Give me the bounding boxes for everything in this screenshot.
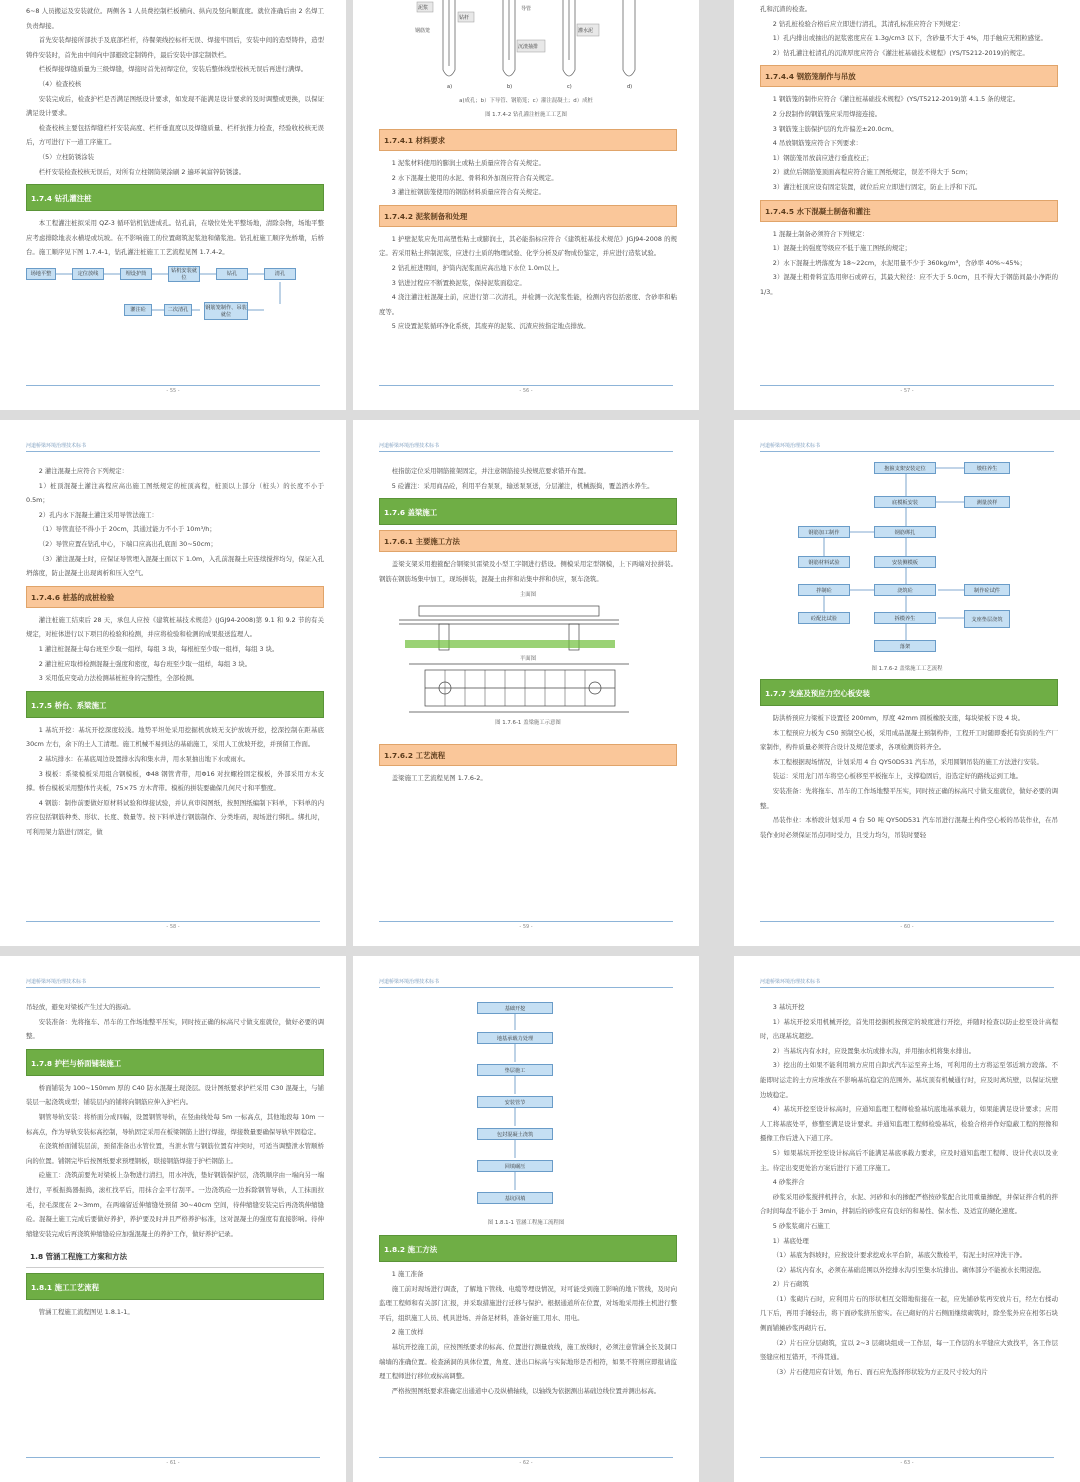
document-page <box>0 956 346 1482</box>
paragraph: 安装准备：先将拖车、吊车的工作场地整平压实，同时按正确的标高尺寸做支座就位，做好必要的调整。 <box>760 786 1058 810</box>
flow-step: 钻机安装就位 <box>168 266 200 282</box>
paragraph: 1）混凝土的强度等级应不低于施工图纸的规定； <box>772 244 912 253</box>
flow-step: 测量放样 <box>964 496 1010 508</box>
page-number: - 63 - <box>760 1457 1054 1466</box>
flow-step: 浇筑砼 <box>874 584 936 596</box>
figure-label: b) <box>507 84 513 90</box>
paragraph: 2）片石砌筑 <box>772 1280 809 1289</box>
page-header: 河道桥梁环境治理技术标书 <box>379 978 673 988</box>
flow-step: 墩柱养生 <box>964 462 1010 474</box>
paragraph: （2）基坑内有水，必须在基础范围以外挖排水沟引至集水坑排出。砌体部分不能被水长期浸泡。 <box>772 1265 1046 1274</box>
paragraph: 防洪桥预应力梁板下设置径 200mm，厚度 42mm 圆板橡胶支座，每块梁板下设 4 块。 <box>772 714 1024 722</box>
paragraph: 2）水下混凝土坍落度为 18~22cm，水泥用量不少于 360kg/m³，含砂率 40%~45%； <box>772 258 1026 267</box>
page-header: 河道桥梁环境治理技术标书 <box>760 978 1054 988</box>
paragraph: 桥面铺装为 100~150mm 厚的 C40 防水混凝土现浇层。设计图纸要求护栏采用 C30 混凝土，与铺装层一起浇筑成型；铺装层内的铺将向钢筋应伸入护栏内。 <box>26 1083 324 1107</box>
section-heading: 1.8.2 施工方法 <box>379 1235 677 1262</box>
paragraph: 灌注桩施工结束后 28 天，承包人应按《建筑桩基技术规范》(JGJ94-2008)第 9.1 和 9.2 节的有关规定，对桩体进行以下项目的检验和检测，并应将检验和检测的成果报送监理人。 <box>26 615 324 639</box>
paragraph: 柱指筋定位采用钢筋箍架固定，并注意钢筋接头按规范要求错开布置。 <box>391 467 590 475</box>
paragraph: （2）片石应分层砌筑，宜以 2~3 层砌块组成一工作层，每一工作层的水平缝应大致找平，各工作层竖缝应相互错开，不得贯通。 <box>760 1338 1058 1362</box>
paragraph: 3）灌注桩顶应设有固定装置，就位后应立即进行固定，防止上浮和下沉。 <box>772 182 982 191</box>
flow-step: 安装管节 <box>477 1096 553 1108</box>
paragraph: 2）孔内水下混凝土灌注采用导管法施工： <box>38 510 158 519</box>
flow-step: 钢筋加工制作 <box>798 526 850 538</box>
figure-label: 钢筋笼 <box>415 28 431 34</box>
paragraph: 2）就位后钢筋笼顶面高程应符合施工图纸规定，误差不得大于 5cm； <box>772 168 972 177</box>
paragraph: 基坑开挖施工前，应按图纸要求的标高、位置进行测量放线，施工放线时，必须注意管涵全长及洞口端墙的准确位置。检查涵洞的具体位置，角度、进出口标高与实际地形是否相符，如果不符则应即报请监理工程师进行移位或标高调整。 <box>379 1342 677 1381</box>
paragraph: 装运：采用龙门吊车将空心板移至平板拖车上，支撑稳固后，沿选定好的路线运到工地。 <box>772 772 1023 781</box>
paragraph: 施工前对现场进行调查，了解地下管线、电缆等埋设情况，对可能受到施工影响的地下管线，及时向监理工程师和有关部门汇报，并采取措施进行迁移与保护。根据通道所在位置，对场地采用推土机进行整平后，组织施工人员、机具进场、并备足材料，准备好施工用水、用电。 <box>379 1284 677 1322</box>
figure-label: 沉渣抽排 <box>518 44 539 50</box>
page-header: 河道桥梁环境治理技术标书 <box>379 442 673 452</box>
section-heading: 1.7.6.2 工艺流程 <box>379 744 677 766</box>
section-heading: 1.7.4.5 水下混凝土制备和灌注 <box>760 200 1058 222</box>
section-heading: 1.7.4.4 钢筋笼制作与吊放 <box>760 65 1058 87</box>
flow-step: 垫层施工 <box>477 1064 553 1076</box>
flow-step: 清孔 <box>264 268 296 280</box>
document-page <box>734 956 1080 1482</box>
paragraph: 栏杆安装检查校核无误后，对所有立柱钢筒架涂刷 2 遍环氧富锌防锈漆。 <box>38 167 246 176</box>
document-page <box>0 420 346 946</box>
flowchart <box>26 266 324 326</box>
paragraph: 2 钻孔桩检验合格后应立即进行清孔，其清孔标准应符合下列规定： <box>772 19 965 28</box>
flow-step: 安装侧模板 <box>874 556 936 568</box>
flow-step: 拆模养生 <box>874 612 936 624</box>
section-heading: 1.7.4.1 材料要求 <box>379 129 677 151</box>
paragraph: 5 砂浆浆砌片石施工 <box>772 1221 831 1230</box>
flow-step: 拌制砼 <box>798 584 850 596</box>
document-page <box>0 0 346 410</box>
page-number: - 59 - <box>379 921 673 930</box>
figure-label: a) <box>447 84 453 90</box>
section-heading: 1.7.4 钻孔灌注桩 <box>26 184 324 211</box>
figure-caption: 图 1.7.6-2 盖梁施工工艺流程 <box>871 666 943 672</box>
paragraph: 1）钢筋笼吊放前应进行垂直校正； <box>772 153 873 162</box>
figure-label: 灌水泥 <box>578 28 594 34</box>
paragraph: （4）检查校核 <box>38 79 82 88</box>
paragraph: 4 吊放钢筋笼应符合下列要求： <box>772 139 862 148</box>
page-number: - 55 - <box>26 385 320 394</box>
flow-step: 回填碾压 <box>477 1160 553 1172</box>
flow-step: 钻孔 <box>216 268 248 280</box>
paragraph: 2 灌注混凝土应符合下列规定： <box>38 467 128 475</box>
paragraph: 1 混凝土制备必须符合下列规定： <box>772 229 869 238</box>
flow-step: 埋设护筒 <box>120 268 152 280</box>
paragraph: 吊轻放，避免对梁板产生过大的振动。 <box>26 1003 135 1011</box>
section-heading: 1.7.5 桥台、系梁施工 <box>26 691 324 718</box>
page-header: 河道桥梁环境治理技术标书 <box>760 442 1054 452</box>
document-page <box>353 420 699 946</box>
paragraph: 在浇筑桥面铺装层前，预留准备出水管位置，当泄水管与钢筋位置有冲突时，可适当调整泄水管顺桥向的位置。铺钢完毕后按图纸要求预埋钢板，联接钢筋焊接于护栏钢筋上。 <box>26 1142 324 1165</box>
paragraph: 3）混凝土粗骨料宜选用卵石或碎石，其最大粒径：应不大于 5.0cm，且不得大于钢筋间最小净距的 1/3。 <box>760 273 1058 296</box>
cap-beam-drawing <box>379 598 677 758</box>
paragraph: 1）基底处理 <box>772 1236 809 1245</box>
flow-step: 基础开挖 <box>477 1002 553 1014</box>
paragraph: 6~8 人员搬运及安装就位。两侧各 1 人员费控制栏板横向、纵向及竖向顺直度。就位准确后由 2 名焊工负责焊接。 <box>26 7 324 30</box>
flow-step: 抱箍支架安装定位 <box>874 462 936 474</box>
flow-step: 落架 <box>874 640 936 652</box>
paragraph: 2 钻孔桩进期间，护筒内泥浆面应高出地下水位 1.0m以上。 <box>391 263 564 272</box>
flow-step: 钢筋材料试验 <box>798 556 850 568</box>
figure-label: d) <box>627 84 633 90</box>
paragraph: 砼施工：浇筑前要先对梁板上杂物进行清扫，用水冲洗，垫好钢筋保护层，浇筑顺序由一端向另一端进行，平板振捣器振捣，滚杠找平后，用抹合金平行刮平。一边浇筑砼一边拆除钢管导轨，人工抹面拉毛，拉毛深度在 2~3mm，在两端留近伸缩缝处预留 30~40cm 空间，待伸缩缝安装完后再浇筑伸缩缝砼。混凝土施工完成后要做好养护，养护要及时并且严格养护标准，这对混凝土的强度有直接影响。待伸缩缝安装完成后再浇筑伸缩缝砼应加强混凝土的养护工作，做好养护记录。 <box>26 1171 324 1238</box>
paragraph: 安装准备：先将拖车、吊车的工作场地整平压实，同时按正确的标高尺寸做支座就位，做好必要的调整。 <box>26 1017 324 1041</box>
flow-step: 底模板安装 <box>874 496 936 508</box>
page-number: - 61 - <box>26 1457 320 1466</box>
flow-step: 包封混凝土浇筑 <box>477 1128 553 1140</box>
paragraph: 本工程灌注桩拟采用 QZ-3 循环钻机钻进成孔。钻孔前，在墩位处先平整场地，清除杂物，场地平整应考虑排除地表水横堤或坑坡。在不影响施工的位置砌筑泥浆池和储浆池。钻孔桩施工顺序先桥墩，后桥台。施工顺序见下图 1.7.4-1，钻孔灌注桩施工工艺流程见图 1.7.4-2。 <box>26 219 324 257</box>
page-number: - 60 - <box>760 921 1054 930</box>
paragraph: 孔和沉渣的检查。 <box>760 5 812 13</box>
paragraph: （1）基底为斜坡时，应按设计要求挖成水平台阶，基底欠数检平，有泥土时应冲洗干净。 <box>772 1251 1027 1260</box>
section-heading: 1.7.6 盖梁施工 <box>379 498 677 525</box>
document-page <box>734 420 1080 946</box>
paragraph: 3 基坑开挖 <box>772 1003 805 1011</box>
paragraph: 1 施工准备 <box>391 1270 424 1278</box>
page-number: - 62 - <box>379 1457 673 1466</box>
page-number: - 57 - <box>760 385 1054 394</box>
section-heading: 1.7.8 护栏与桥面铺装施工 <box>26 1049 324 1076</box>
paragraph: 砂浆采用砂浆搅拌机拌合，水泥、河砂和水的掺配严格按砂浆配合比用重量掺配，并保证拌合机的拌合时间每盘不能小于 3min，拌制后的砂浆应有良好的和易性、保水性、及适宜的硬化速度。 <box>760 1192 1058 1216</box>
section-heading: 1.7.4.2 泥浆制备和处理 <box>379 205 677 227</box>
page-number: - 58 - <box>26 921 320 930</box>
paragraph: 1 灌注桩混凝土每台班至少取一组样，每组 3 块，每根桩至少取一组样，每组 3 块。 <box>38 644 279 653</box>
paragraph: （3）灌注混凝土时，应保证导管埋入混凝土面以下 1.0m，入孔前混凝土应连续搅拌均匀，保证入孔坍落度，防止混凝土出现离析和压入空气。 <box>26 554 324 578</box>
flow-step: 钢筋绑扎 <box>874 526 936 538</box>
figure-label: 平面图 <box>519 656 537 663</box>
figure-label: 主面图 <box>519 592 537 599</box>
paragraph: 栏板焊接焊缝质量为三级焊缝，焊接时首先初焊定位，安装后整体线型校核无误后再进行满焊。 <box>38 65 308 74</box>
paragraph: （3）片石使用应有计划，角石、面石应先选择形状较为方正及尺寸较大的片 <box>772 1367 988 1376</box>
flow-step: 地基承载力处理 <box>477 1032 553 1044</box>
figure-label: 钻杆 <box>459 15 470 21</box>
paragraph: 严格按照图纸要求准确定出通道中心及纵横轴线，以轴线为依据测出基础边线位置并测出标高。 <box>391 1386 661 1395</box>
section-heading: 1.7.4.6 桩基的成桩检验 <box>26 586 324 608</box>
document-page <box>353 956 699 1482</box>
paragraph: 5）如果基坑开挖至设计标高后不能满足基底承载力要求，应及时通知监理工程师、设计代表以及业主。待定出变更处治方案后进行下道工序施工。 <box>760 1148 1058 1172</box>
paragraph: 2）当基坑内有水时，应设置集水坑或排水沟，并用抽水机将集水排出。 <box>772 1046 975 1055</box>
figure-label: c) <box>567 84 572 90</box>
paragraph: 检查校核主要包括焊缝栏杆安装高度、栏杆垂直度以及焊缝质量、栏杆抗推力检查，经验收校核无误后，方可进行下一道工序施工。 <box>26 123 324 147</box>
figure-subcaption: a)成孔；b）下导管、钢筋笼；c）灌注混凝土；d）成桩 <box>459 98 593 104</box>
paragraph: 1）桩顶混凝土灌注高程应高出施工图纸规定的桩顶高程，桩顶以上部分（桩头）的长度不小于 0.5m； <box>26 481 324 505</box>
paragraph: 2 基坑排水：在基底周边设置排水沟和集水井，用水泵抽出地下水或雨水。 <box>38 754 250 763</box>
section-heading: 1.8.1 施工工艺流程 <box>26 1273 324 1300</box>
page-header: 河道桥梁环境治理技术标书 <box>26 442 320 452</box>
paragraph: 盖梁支架采用抱箍配合钢梁贝雷梁及小型工字钢进行搭设。侧模采用定型钢模，上下两端对拉拼装。钢筋在钢筋场集中加工，现场拼装，混凝土由拌和站集中拌和供应，泵车浇筑。 <box>379 560 677 583</box>
paragraph: 钢管导轨安装：将桥面分成四幅，设置钢管导轨，在竖曲线处每 5m 一标高点，其他地段每 10m 一标高点，作为导轨安装标高控制，导轨固定采用在板梁钢筋上进行焊接，焊接数量要确保导轨牢固稳定。 <box>26 1112 324 1136</box>
flow-step: 制作砼试件 <box>964 584 1010 596</box>
paragraph: 盖梁施工工艺流程见图 1.7.6-2。 <box>391 774 487 783</box>
flow-step: 砼配比试验 <box>798 612 850 624</box>
flow-step: 基坑回填 <box>477 1192 553 1204</box>
cap-beam-figure <box>379 590 677 760</box>
paragraph: 4 钢筋：制作前要做好原材料试验和焊接试验，并认真审阅图纸，按照图纸编制下料单，下料单的内容应包括钢筋种类、形状、长度、数量等。按下料单进行钢筋制作、分类堆码，现场进行绑扎。绑扎时，可利用架力筋进行固定，做 <box>26 798 324 836</box>
paragraph: 1）孔内排出或抽出的泥浆密度应在 1.3g/cm3 以下，含砂量不大于 4%，用手触应无粗粒感觉。 <box>772 34 1047 43</box>
flow-step: 灌注砼 <box>124 304 152 316</box>
paragraph: 4 砂浆拌合 <box>772 1178 805 1187</box>
paragraph: 2 水下混凝土使用的水泥、骨料和外加剂应符合有关规定。 <box>391 173 558 182</box>
document-page <box>353 0 699 410</box>
paragraph: （1）浆砌片石时，应利用片石的形状相互交错地衔接在一起，应先铺砂浆再安放片石，经左右揉动几下后，再用手锤轻击，将下面砂浆挤压密实。在已砌好的片石侧面继续砌筑时，除坐浆外应在相邻石块侧面铺摊砂浆再砌片石。 <box>760 1294 1058 1333</box>
page-header: 河道桥梁环境治理技术标书 <box>26 978 320 988</box>
flow-step: 定位放线 <box>72 268 104 280</box>
paragraph: 1 泥浆材料使用的膨润土或粘土质量应符合有关规定。 <box>391 159 545 167</box>
paragraph: 3 模板：系梁模板采用组合钢模板，Φ48 钢管背带，用Φ16 对拉螺栓固定模板，外部采用方木支撑。桥台模板采用整体竹夹板，75×75 方木背带。模板的拼装要确保几何尺寸和平整度。 <box>26 769 324 793</box>
paragraph: （1）导管直径不得小于 20cm，其通过能力不小于 10m³/h； <box>38 525 216 534</box>
paragraph: 2）钻孔灌注桩清孔的沉渣厚度应符合《灌注桩基础技术规程》(YS/T5212-2019)的规定。 <box>772 48 1029 57</box>
paragraph: 安装完成后，检查护栏是否满足图纸设计要求，如发现不能满足设计要求的及时调整或更换，以保证满足设计要求。 <box>26 94 324 118</box>
figure-caption: 图 1.8.1-1 管涵工程施工流程图 <box>487 1220 565 1226</box>
paragraph: （5）立柱防锈涂装 <box>38 152 94 161</box>
paragraph: 5 砼灌注：采用商品砼，利用平台泵泵，输送泵泵送，分层灌注，机械振捣，覆盖洒水养生。 <box>391 481 654 490</box>
drilling-figure <box>413 0 643 100</box>
paragraph: 2 灌注桩应取样检测混凝土强度和密度，每台班至少取一组样，每组 3 块。 <box>38 659 252 668</box>
paragraph: 3 钻进过程应不断置换泥浆，保持泥浆面稳定。 <box>391 278 526 287</box>
section-heading: 1.8 管涵工程施工方案和方法 <box>26 1246 324 1268</box>
section-heading: 1.7.7 支座及预应力空心板安装 <box>760 679 1058 706</box>
paragraph: 3 钢筋笼主筋保护层的允许偏差±20.0cm。 <box>772 124 898 133</box>
paragraph: 1 钢筋笼的制作应符合《灌注桩基础技术规程》(YS/T5212-2019)第 4.1.5 条的规定。 <box>772 95 1020 104</box>
flow-step: 钢筋笼制作、吊装就位 <box>204 302 248 320</box>
paragraph: 吊装作业：本桥段计划采用 4 台 50 吨 QY50D531 汽车吊进行混凝土构件空心板的吊装作业，在吊装作业时必须保证吊点同时受力，且受力均匀，吊装时要轻 <box>760 816 1058 839</box>
document-page <box>734 0 1080 410</box>
paragraph: 4）基坑开挖至设计标高时，应通知监理工程师检验基坑底地基承载力，如果能满足设计要求；应用人工将基底处平，修整至满足设计要求。并通知监理工程师检验基坑，检验合格并作好隐蔽工程的照像和摄像工作后进入下道工序。 <box>760 1105 1058 1143</box>
paragraph: 2 施工放样 <box>391 1328 424 1337</box>
paragraph: 首先安装焊接所部扶手及底部栏杆，待餐架线控标杆无误、焊接牢固后，安装中间的造型铸件，造型铸件安装时，首先由中间向中部避段定制铸件，最后安装中部定制铁栏。 <box>26 36 324 59</box>
figure-caption: 图 1.7.4-2 钻孔灌注桩施工工艺图 <box>485 112 567 118</box>
paragraph: 本工程预应力板为 C50 预制空心板，采用成品混凝土预制构件，工程开工时随即委托有资质的生产厂家制作，构件质量必须符合设计及规范要求，各项检测资料齐全。 <box>760 728 1058 752</box>
flow-step: 二次清孔 <box>164 304 192 316</box>
paragraph: 管涵工程施工流程图见 1.8.1-1。 <box>38 1308 134 1317</box>
paragraph: 1）基坑开挖采用机械开挖，首先用挖掘机按预定的坡度进行开挖，并随时检查以防止挖至设计高程时，出现基坑超挖。 <box>760 1017 1058 1041</box>
figure-caption: 图 1.7.6-1 盖梁施工示意图 <box>495 720 561 727</box>
paragraph: 3 灌注桩钢筋笼使用的钢筋材料质量应符合有关规定。 <box>391 188 545 197</box>
flowchart <box>473 1000 573 1220</box>
paragraph: 1 基坑开挖：基坑开挖深度较浅。地势平坦处采用挖掘机放坡无支护放坡开挖，挖深控制在距基底 30cm 左右，余下的土人工清理。施工机械不易到达的基础施工，采用人工放坡开挖，并预留工作面。 <box>26 725 324 749</box>
flow-step: 支座垫层浇筑 <box>964 610 1010 628</box>
flowchart <box>794 460 1054 660</box>
paragraph: 4 浇注灌注桩混凝土前，应进行第二次清孔，并检测一次泥浆性能，检测内容包括密度、含砂率和粘度等。 <box>379 293 677 316</box>
figure-label: 导管 <box>521 6 532 12</box>
section-heading: 1.7.6.1 主要施工方法 <box>379 530 677 552</box>
paragraph: （2）导管应置在钻孔中心，下端口应高出孔底面 30~50cm； <box>38 539 217 548</box>
paragraph: 3 采用低应变动力法检测基桩桩身的完整性，全部检测。 <box>38 674 199 683</box>
drilling-stages-drawing <box>413 0 643 100</box>
flow-step: 场地平整 <box>26 268 56 280</box>
paragraph: 本工程根据现场情况，计划采用 4 台 QY50D531 汽车吊，采用圆钢吊装的施工方法进行安装。 <box>772 757 1043 766</box>
paragraph: 3）挖出的土如果不能利用填方应用自卸式汽车运至弃土场，可利用的土方将运至邻近填方段落。不能即时运走的土方应堆放在不影响基坑稳定的范围外。基坑顶有机械通行时，应及时离坑壁，以保证坑壁边坡稳定。 <box>760 1061 1058 1099</box>
figure-label: 泥浆 <box>418 5 429 11</box>
page-number: - 56 - <box>379 385 673 394</box>
paragraph: 1 护壁泥浆应先用高塑性粘土或膨润土，其必能指标应符合《建筑桩基技术规范》JGJ94-2008 的规定。若采用粘土拌制泥浆，应进行土质的物理试验、化学分析及矿物成份鉴定，并应进行造浆试验。 <box>379 234 677 258</box>
paragraph: 5 应设置泥浆循环净化系统，其废弃的泥浆、沉渣应按指定地点排放。 <box>391 322 590 331</box>
paragraph: 2 分段制作的钢筋笼应采用焊接连接。 <box>772 109 882 118</box>
